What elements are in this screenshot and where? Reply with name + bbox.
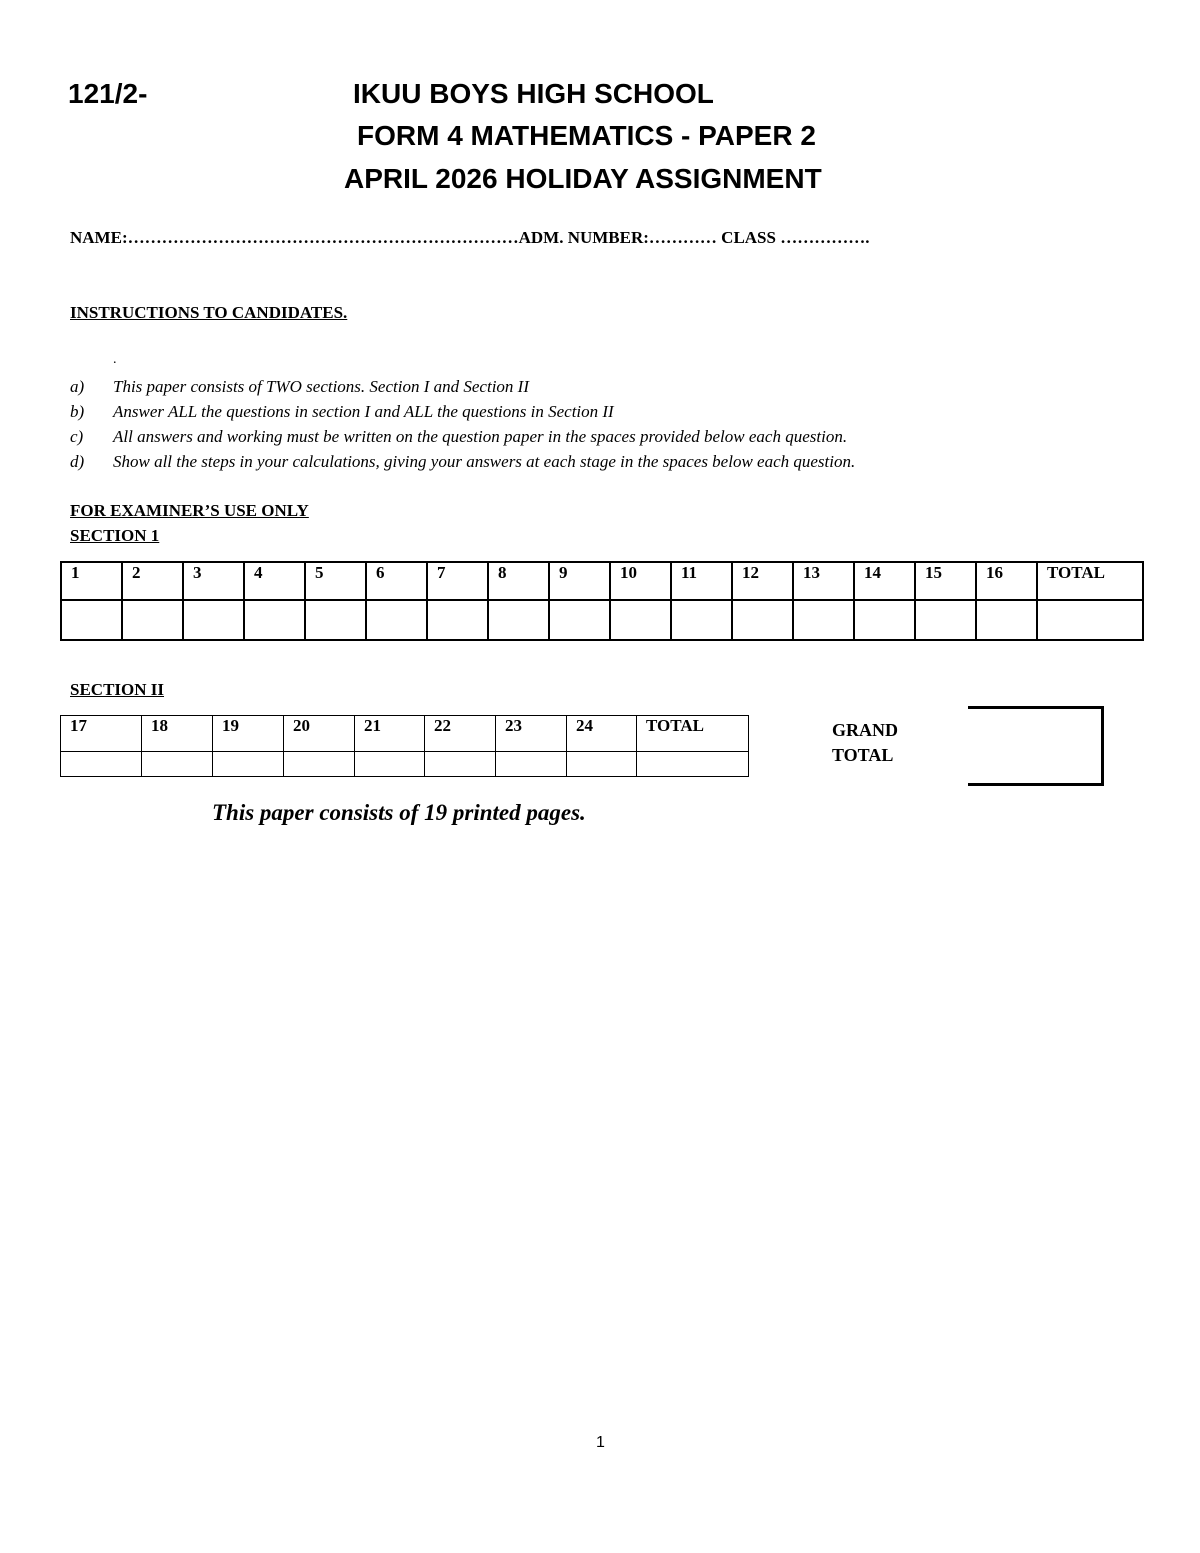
examiner-heading: FOR EXAMINER’S USE ONLY — [70, 501, 309, 520]
score-entry-cell[interactable] — [183, 600, 244, 640]
instruction-item — [70, 452, 1170, 474]
instruction-item — [70, 427, 1170, 449]
paper-subject: FORM 4 MATHEMATICS - PAPER 2 — [357, 120, 816, 151]
score-header-cell: 3 — [183, 562, 244, 600]
grand-total-label-line1: GRAND — [832, 720, 898, 740]
score-header-cell: 11 — [671, 562, 732, 600]
score-header-cell: 10 — [610, 562, 671, 600]
score-header-cell: 16 — [976, 562, 1037, 600]
score-header-cell: 20 — [284, 716, 355, 752]
score-entry-cell[interactable] — [671, 600, 732, 640]
score-entry-cell[interactable] — [305, 600, 366, 640]
section1-score-row — [61, 600, 1143, 640]
score-entry-cell[interactable] — [610, 600, 671, 640]
score-entry-cell[interactable] — [567, 752, 637, 777]
section2-score-table — [60, 715, 749, 777]
paper-code: 121/2- — [68, 78, 148, 109]
section1-heading: SECTION 1 — [70, 526, 160, 545]
score-header-cell: 17 — [61, 716, 142, 752]
section2-header-row — [61, 716, 749, 752]
score-entry-cell[interactable] — [915, 600, 976, 640]
instructions-heading: INSTRUCTIONS TO CANDIDATES. — [70, 303, 348, 322]
score-entry-cell[interactable] — [122, 600, 183, 640]
score-entry-cell[interactable] — [213, 752, 284, 777]
score-header-cell: 15 — [915, 562, 976, 600]
score-header-cell: 6 — [366, 562, 427, 600]
score-header-cell: 14 — [854, 562, 915, 600]
score-entry-cell[interactable] — [366, 600, 427, 640]
score-entry-cell[interactable] — [355, 752, 425, 777]
score-header-cell-total: TOTAL — [637, 716, 749, 752]
score-entry-cell[interactable] — [496, 752, 567, 777]
score-header-cell-total: TOTAL — [1037, 562, 1143, 600]
instruction-text: All answers and working must be written on the question paper in the spaces provided below each question. — [113, 427, 848, 446]
score-header-cell: 18 — [142, 716, 213, 752]
score-header-cell: 8 — [488, 562, 549, 600]
score-entry-cell[interactable] — [793, 600, 854, 640]
score-header-cell: 24 — [567, 716, 637, 752]
score-header-cell: 1 — [61, 562, 122, 600]
score-header-cell: 5 — [305, 562, 366, 600]
score-entry-cell[interactable] — [732, 600, 793, 640]
instruction-text: Answer ALL the questions in section I and ALL the questions in Section II — [113, 402, 614, 421]
score-header-cell: 21 — [355, 716, 425, 752]
candidate-details-line: NAME:……………………………………………………………ADM. NUMBER:………… CLASS ……………. — [70, 228, 870, 247]
instruction-item — [70, 402, 1170, 424]
score-header-cell: 22 — [425, 716, 496, 752]
score-entry-cell[interactable] — [549, 600, 610, 640]
instruction-label: b) — [70, 402, 85, 421]
grand-total-box[interactable] — [968, 706, 1104, 786]
score-entry-cell[interactable] — [854, 600, 915, 640]
instruction-item — [70, 377, 1170, 399]
score-header-cell: 12 — [732, 562, 793, 600]
section2-score-row — [61, 752, 749, 777]
score-header-cell: 9 — [549, 562, 610, 600]
instruction-label: d) — [70, 452, 85, 471]
score-header-cell: 13 — [793, 562, 854, 600]
section2-heading: SECTION II — [70, 680, 165, 699]
instructions-dot: . — [113, 352, 117, 367]
score-entry-cell[interactable] — [425, 752, 496, 777]
score-entry-cell[interactable] — [488, 600, 549, 640]
score-entry-cell[interactable] — [427, 600, 488, 640]
score-header-cell: 7 — [427, 562, 488, 600]
score-header-cell: 4 — [244, 562, 305, 600]
score-entry-cell-total[interactable] — [1037, 600, 1143, 640]
section1-score-table — [60, 561, 1144, 641]
score-entry-cell[interactable] — [244, 600, 305, 640]
printed-pages-note: This paper consists of 19 printed pages. — [212, 800, 586, 825]
score-header-cell: 2 — [122, 562, 183, 600]
score-entry-cell[interactable] — [976, 600, 1037, 640]
instruction-label: c) — [70, 427, 84, 446]
page-number: 1 — [596, 1434, 605, 1451]
score-entry-cell[interactable] — [284, 752, 355, 777]
score-entry-cell[interactable] — [61, 752, 142, 777]
score-entry-cell[interactable] — [61, 600, 122, 640]
score-header-cell: 23 — [496, 716, 567, 752]
instruction-label: a) — [70, 377, 85, 396]
score-entry-cell-total[interactable] — [637, 752, 749, 777]
score-entry-cell[interactable] — [142, 752, 213, 777]
grand-total-label — [832, 718, 898, 768]
grand-total-label-line2: TOTAL — [832, 745, 894, 765]
score-header-cell: 19 — [213, 716, 284, 752]
assignment-title: APRIL 2026 HOLIDAY ASSIGNMENT — [344, 163, 822, 194]
instruction-text: This paper consists of TWO sections. Section I and Section II — [113, 377, 529, 396]
school-name: IKUU BOYS HIGH SCHOOL — [353, 78, 714, 109]
instruction-text: Show all the steps in your calculations, giving your answers at each stage in the spaces below each question. — [113, 452, 856, 471]
section1-header-row — [61, 562, 1143, 600]
